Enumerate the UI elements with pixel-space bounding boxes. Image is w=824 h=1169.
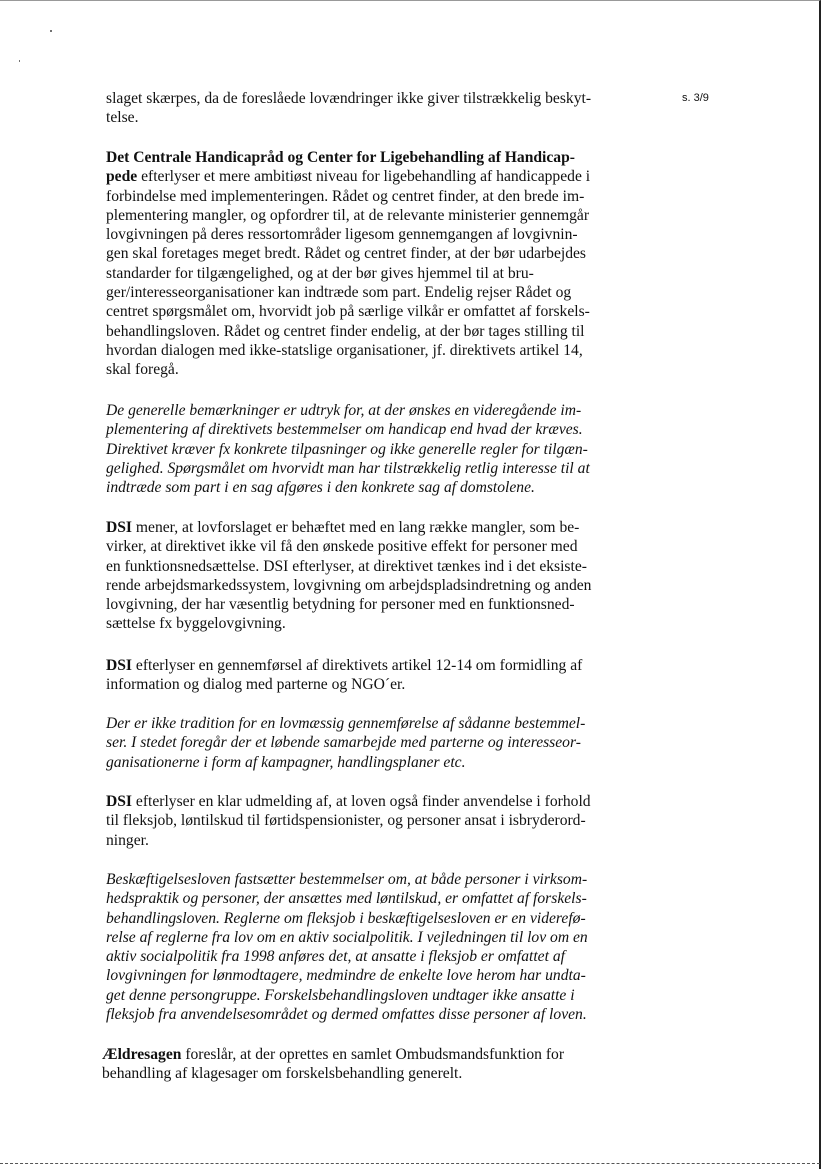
organization-name: DSI [106, 519, 133, 536]
text-line: De generelle bemærkninger er udtryk for, at der ønskes en videregående im- [106, 402, 582, 419]
text-line: til fleksjob, løntilskud til førtidspensionister, og personer ansat i isbryderord- [106, 812, 586, 830]
text-line: gelighed. Spørgsmålet om hvorvidt man har tilstrækkelig retlig interesse til at [106, 459, 590, 477]
text-line: lovgivningen for lønmodtagere, medmindre de enkelte love herom har undta- [106, 967, 586, 985]
text-line: virker, at direktivet ikke vil få den ønskede positive effekt for personer med [106, 538, 578, 556]
text-line: mener, at lovforslaget er behæftet med en lang række mangler, som be- [132, 519, 580, 536]
text-line: plementering mangler, og opfordrer til, at de relevante ministerier gennemgår [106, 206, 590, 224]
organization-name: pede [106, 168, 138, 186]
text-line: Der er ikke tradition for en lovmæssig gennemførelse af sådanne bestemmel- [106, 715, 586, 732]
text-line: ger/interesseorganisationer kan indtræde som part. Endelig rejser Rådet og [106, 284, 572, 302]
text-line: ganisationerne i form af kampagner, handlingsplaner etc. [106, 753, 466, 771]
text-line: slaget skærpes, da de foreslåede lovændringer ikke giver tilstrækkelig beskyt- [106, 90, 592, 107]
scan-speck [19, 60, 20, 62]
organization-name: Ældresagen [102, 1046, 182, 1063]
text-line: behandling af klagesager om forskelsbehandling generelt. [102, 1065, 463, 1083]
page-number: s. 3/9 [682, 92, 709, 104]
text-line: aktiv socialpolitik fra 1998 anføres det, at ansatte i fleksjob er omfattet af [106, 948, 565, 966]
text-line: Direktivet kræver fx konkrete tilpasninger og ikke generelle regler for tilgæn- [106, 440, 588, 458]
text-line: fleksjob fra anvendelsesområdet og dermed omfattes disse personer af loven. [106, 1006, 587, 1024]
text-line: ninger. [106, 831, 149, 849]
text-line: skal foregå. [106, 361, 179, 379]
text-line: lovgivning, der har væsentlig betydning for personer med en funktionsned- [106, 596, 575, 614]
paragraph-continuation [106, 89, 618, 128]
text-line: sættelse fx byggelovgivning. [106, 615, 286, 633]
text-line: behandlingsloven. Rådet og centret finder endelig, at der bør tages stilling til [106, 322, 585, 340]
text-line: plementering af direktivets bestemmelser om handicap end hvad der kræves. [106, 421, 583, 439]
text-line: get denne persongruppe. Forskelsbehandlingsloven undtager ikke ansatte i [106, 986, 575, 1004]
paragraph-aeldresagen [102, 1045, 614, 1084]
text-line: centret spørgsmålet om, hvorvidt job på særlige vilkår er omfattet af forskels- [106, 303, 590, 321]
text-line: efterlyser en gennemførsel af direktivets artikel 12-14 om formidling af [132, 657, 583, 674]
paragraph-dsi-3 [106, 792, 618, 850]
organization-name: DSI [106, 793, 133, 810]
paragraph-handicapraad [106, 148, 618, 380]
text-line: ser. I stedet foregår der et løbende samarbejde med parterne og interesseor- [106, 734, 581, 752]
text-line: efterlyser en klar udmelding af, at loven også finder anvendelse i forhold [132, 793, 591, 810]
scan-artifact-line [0, 1163, 820, 1164]
text-line: hedspraktik og personer, der ansættes med løntilskud, er omfattet af forskels- [106, 890, 587, 908]
text-line: forbindelse med implementeringen. Rådet og centret finder, at den brede im- [106, 187, 585, 205]
text-line: Beskæftigelsesloven fastsætter bestemmelser om, at både personer i virksom- [106, 871, 588, 888]
text-line: telse. [106, 109, 139, 127]
text-line: indtræde som part i en sag afgøres i den konkrete sag af domstolene. [106, 479, 535, 497]
text-line: rende arbejdsmarkedssystem, lovgivning om arbejdspladsindretning og anden [106, 576, 592, 594]
text-line: efterlyser et mere ambitiøst niveau for ligebehandling af handicappede i [137, 168, 591, 186]
paragraph-dsi-1 [106, 518, 618, 634]
paragraph-dsi-2 [106, 656, 618, 695]
scan-speck [50, 30, 52, 32]
text-line: standarder for tilgængelighed, og at der bør gives hjemmel til at bru- [106, 264, 534, 282]
text-line: relse af reglerne fra lov om en aktiv socialpolitik. I vejledningen til lov om en [106, 928, 588, 946]
text-line: hvordan dialogen med ikke-statslige organisationer, jf. direktivets artikel 14, [106, 341, 583, 359]
text-line: information og dialog med parterne og NGO´er. [106, 676, 406, 694]
text-line: en funktionsnedsættelse. DSI efterlyser, at direktivet tænkes ind i det eksiste- [106, 557, 587, 575]
organization-name: Det Centrale Handicapråd og Center for Ligebehandling af Handicap- [106, 149, 575, 166]
text-line: foreslår, at der oprettes en samlet Ombudsmandsfunktion for [181, 1046, 565, 1063]
ministry-comment [106, 870, 618, 1024]
text-line: lovgivningen på deres ressortområder ligesom gennemgangen af lovgivnin- [106, 226, 578, 244]
ministry-comment [106, 401, 618, 497]
organization-name: DSI [106, 657, 133, 674]
ministry-comment [106, 714, 618, 772]
text-line: behandlingsloven. Reglerne om fleksjob i beskæftigelsesloven er en viderefø- [106, 909, 586, 927]
text-line: gen skal foretages meget bredt. Rådet og centret finder, at der bør udarbejdes [106, 245, 586, 263]
